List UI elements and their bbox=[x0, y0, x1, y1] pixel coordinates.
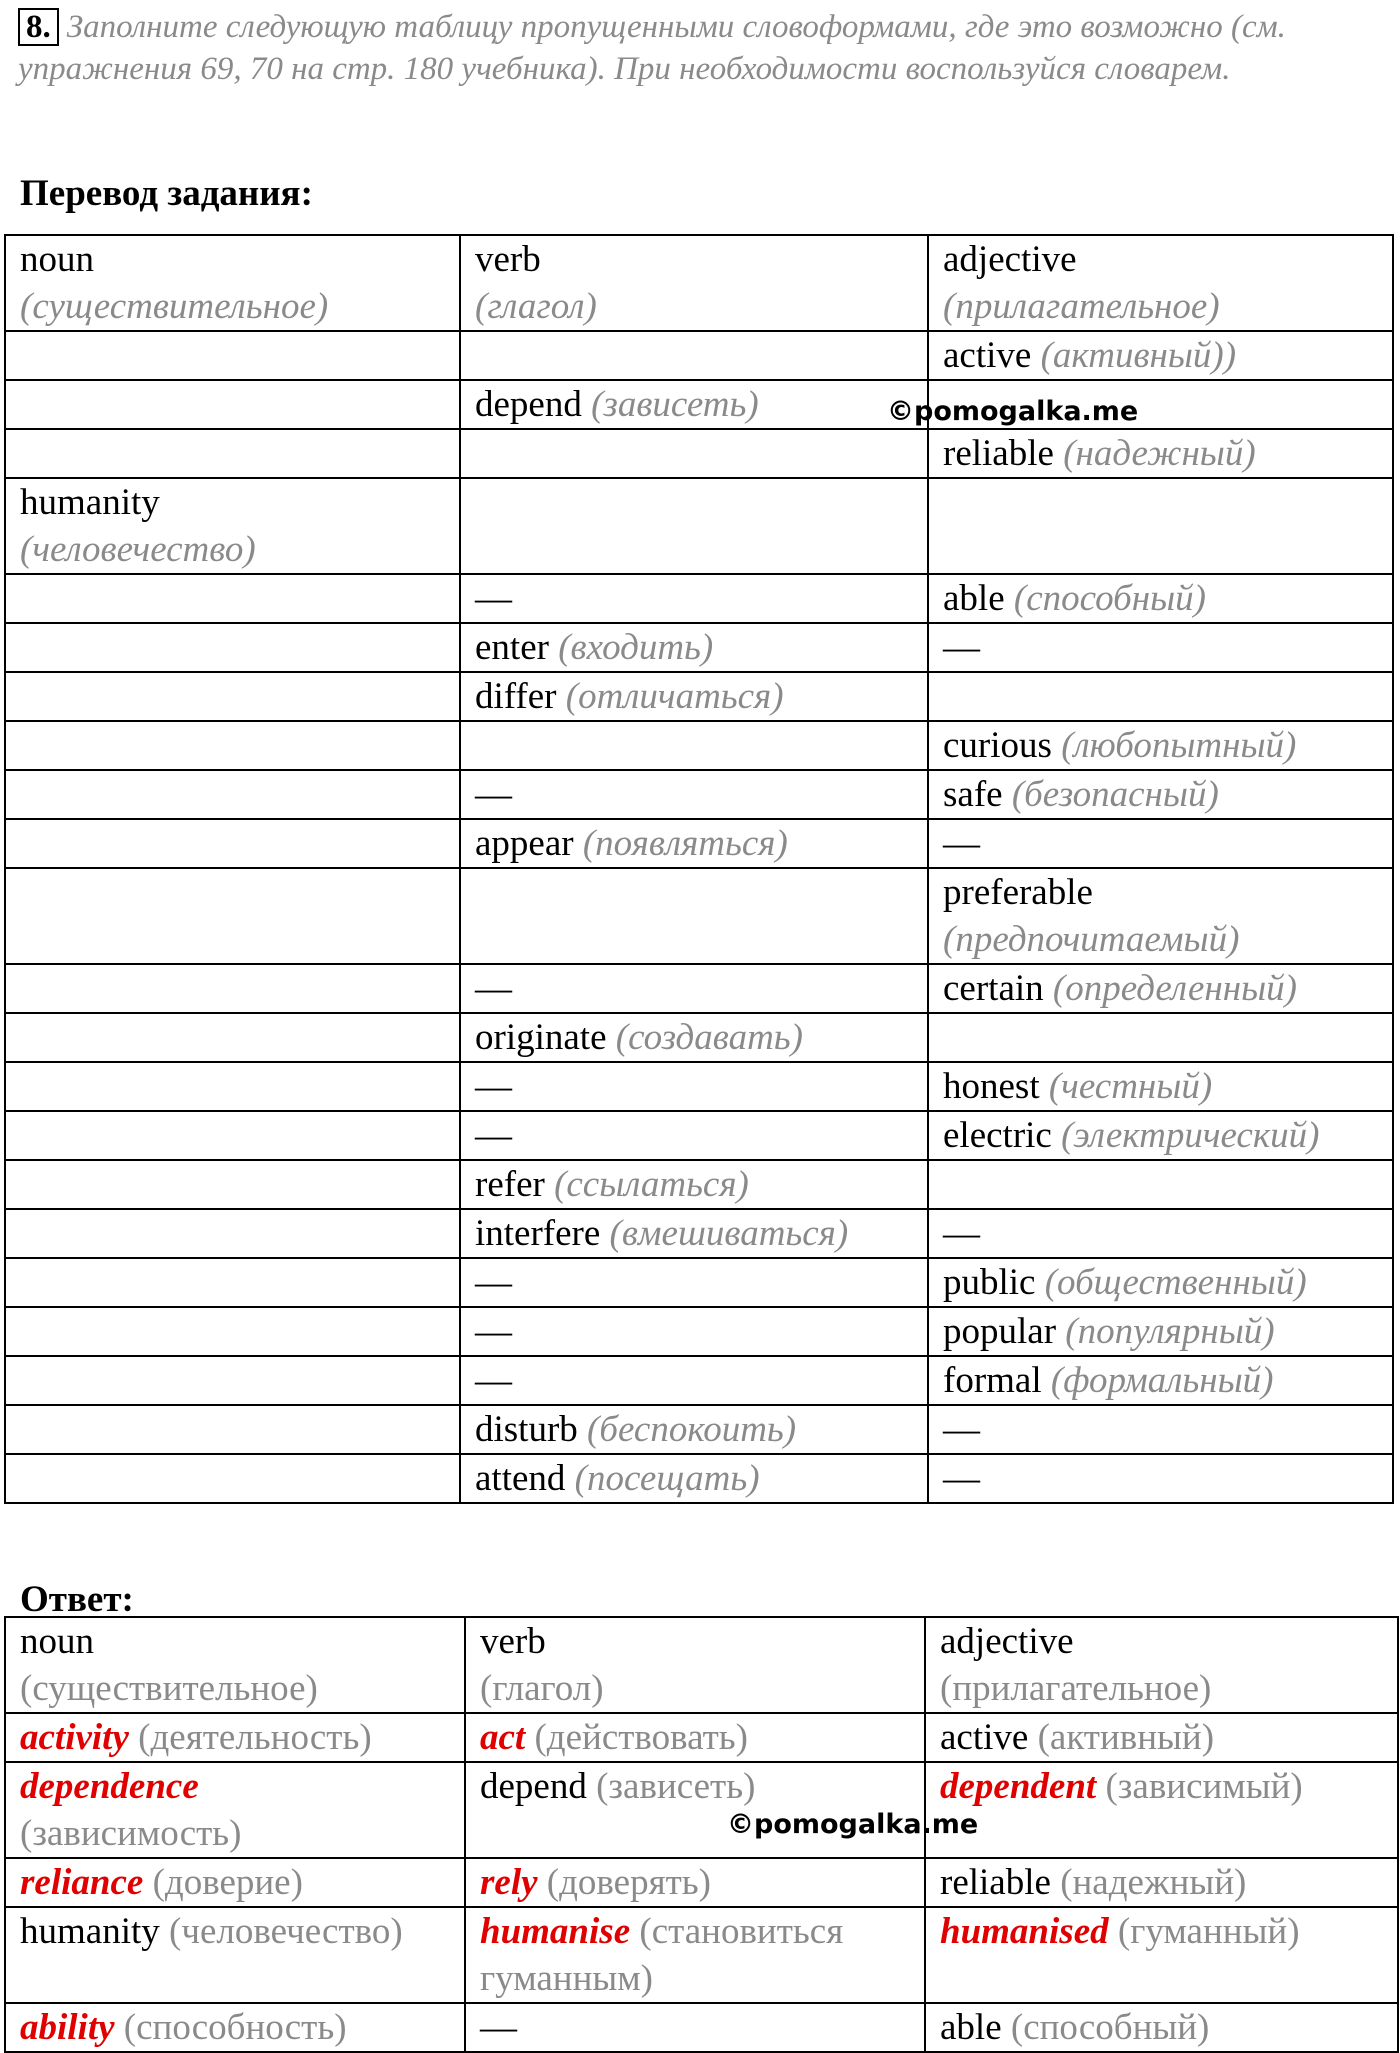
english-word: differ bbox=[475, 676, 557, 717]
table-row bbox=[5, 1160, 1393, 1209]
english-word: disturb bbox=[475, 1409, 578, 1450]
header-cell bbox=[465, 1617, 925, 1713]
watermark-answer: ©pomogalka.me bbox=[727, 1809, 979, 1840]
task-instruction bbox=[18, 6, 1388, 90]
table-cell bbox=[925, 1762, 1398, 1858]
dash-mark: — bbox=[475, 774, 512, 815]
table-cell bbox=[928, 1013, 1393, 1062]
table-cell bbox=[5, 1209, 460, 1258]
table-cell bbox=[465, 2003, 925, 2052]
table-cell bbox=[460, 819, 928, 868]
header-cell bbox=[928, 235, 1393, 331]
table-cell bbox=[928, 429, 1393, 478]
russian-translation: (честный) bbox=[1048, 1066, 1213, 1107]
table-cell bbox=[5, 1111, 460, 1160]
russian-translation: (становиться гуманным) bbox=[480, 1911, 844, 1999]
table-cell bbox=[928, 1160, 1393, 1209]
table-cell bbox=[5, 1907, 465, 2003]
table-cell bbox=[5, 623, 460, 672]
russian-translation: (зависеть) bbox=[596, 1766, 756, 1807]
table-row bbox=[5, 429, 1393, 478]
table-cell bbox=[5, 478, 460, 574]
russian-translation: (активный)) bbox=[1040, 335, 1237, 376]
table-cell bbox=[928, 478, 1393, 574]
dash-mark: — bbox=[475, 1360, 512, 1401]
dash-mark: — bbox=[943, 1213, 980, 1254]
table-cell bbox=[5, 1307, 460, 1356]
english-word: electric bbox=[943, 1115, 1052, 1156]
dash-mark: — bbox=[475, 1262, 512, 1303]
answer-word: humanise bbox=[480, 1911, 631, 1952]
table-row bbox=[5, 1111, 1393, 1160]
table-cell bbox=[928, 331, 1393, 380]
table-cell bbox=[460, 1454, 928, 1503]
russian-translation: (способность) bbox=[123, 2007, 347, 2048]
table-cell bbox=[460, 1160, 928, 1209]
table-cell bbox=[928, 1356, 1393, 1405]
table-cell bbox=[465, 1858, 925, 1907]
table-cell bbox=[5, 868, 460, 964]
table-cell bbox=[925, 2003, 1398, 2052]
russian-translation: (создавать) bbox=[615, 1017, 803, 1058]
task-text: Заполните следующую таблицу пропущенными словоформами, где это возможно (см. упражнения 69, 70 на стр. 180 учебника). При необходимости воспользуйся словарем. bbox=[18, 9, 1286, 87]
header-translation: (прилагательное) bbox=[943, 286, 1220, 327]
table-cell bbox=[460, 1062, 928, 1111]
table-row bbox=[5, 1858, 1398, 1907]
dash-mark: — bbox=[943, 627, 980, 668]
table-cell bbox=[460, 1013, 928, 1062]
english-word: originate bbox=[475, 1017, 607, 1058]
table-cell bbox=[5, 1858, 465, 1907]
table-cell bbox=[460, 1405, 928, 1454]
answer-table bbox=[4, 1616, 1399, 2053]
answer-word: reliance bbox=[20, 1862, 144, 1903]
table-row bbox=[5, 868, 1393, 964]
russian-translation: (надежный) bbox=[1063, 433, 1256, 474]
table-cell bbox=[928, 1307, 1393, 1356]
table-cell bbox=[5, 1762, 465, 1858]
header-label: adjective bbox=[943, 239, 1077, 280]
table-row bbox=[5, 380, 1393, 429]
table-row bbox=[5, 1307, 1393, 1356]
header-label: adjective bbox=[940, 1621, 1074, 1662]
russian-translation: (входить) bbox=[558, 627, 714, 668]
table-cell bbox=[465, 1713, 925, 1762]
table-cell bbox=[460, 1111, 928, 1160]
table-cell bbox=[460, 721, 928, 770]
table-cell bbox=[5, 1258, 460, 1307]
table-cell bbox=[5, 574, 460, 623]
table-cell bbox=[925, 1907, 1398, 2003]
table-cell bbox=[5, 429, 460, 478]
answer-title: Ответ: bbox=[20, 1579, 134, 1620]
table-cell bbox=[928, 1209, 1393, 1258]
header-label: noun bbox=[20, 239, 94, 280]
table-cell bbox=[928, 574, 1393, 623]
russian-translation: (определенный) bbox=[1052, 968, 1297, 1009]
table-row bbox=[5, 819, 1393, 868]
english-word: reliable bbox=[940, 1862, 1051, 1903]
table-cell bbox=[460, 672, 928, 721]
english-word: preferable bbox=[943, 872, 1093, 913]
table-cell bbox=[460, 1356, 928, 1405]
table-cell bbox=[5, 819, 460, 868]
translation-title: Перевод задания: bbox=[20, 173, 313, 214]
russian-translation: (отличаться) bbox=[565, 676, 784, 717]
table-cell bbox=[925, 1713, 1398, 1762]
table-cell bbox=[928, 1062, 1393, 1111]
table-cell bbox=[5, 380, 460, 429]
table-cell bbox=[5, 1713, 465, 1762]
table-cell bbox=[928, 1454, 1393, 1503]
task-table bbox=[4, 234, 1394, 1504]
table-cell bbox=[5, 964, 460, 1013]
header-translation: (существительное) bbox=[20, 1668, 318, 1709]
english-word: curious bbox=[943, 725, 1052, 766]
russian-translation: (способный) bbox=[1013, 578, 1206, 619]
header-row bbox=[5, 235, 1393, 331]
english-word: popular bbox=[943, 1311, 1057, 1352]
table-cell bbox=[460, 380, 928, 429]
english-word: interfere bbox=[475, 1213, 601, 1254]
table-cell bbox=[928, 1258, 1393, 1307]
table-cell bbox=[5, 1160, 460, 1209]
table-row bbox=[5, 2003, 1398, 2052]
russian-translation: (вмешиваться) bbox=[609, 1213, 849, 1254]
table-row bbox=[5, 1356, 1393, 1405]
russian-translation: (общественный) bbox=[1044, 1262, 1307, 1303]
russian-translation: (надежный) bbox=[1060, 1862, 1247, 1903]
table-cell bbox=[928, 1405, 1393, 1454]
answer-word: rely bbox=[480, 1862, 538, 1903]
dash-mark: — bbox=[943, 823, 980, 864]
header-label: noun bbox=[20, 1621, 94, 1662]
table-cell bbox=[928, 770, 1393, 819]
russian-translation: (любопытный) bbox=[1061, 725, 1297, 766]
table-cell bbox=[460, 1258, 928, 1307]
answer-word: activity bbox=[20, 1717, 129, 1758]
english-word: formal bbox=[943, 1360, 1042, 1401]
english-word: active bbox=[943, 335, 1032, 376]
english-word: reliable bbox=[943, 433, 1054, 474]
table-cell bbox=[460, 1209, 928, 1258]
table-row bbox=[5, 1013, 1393, 1062]
english-word: humanity bbox=[20, 1911, 160, 1952]
table-cell bbox=[928, 672, 1393, 721]
russian-translation: (электрический) bbox=[1061, 1115, 1320, 1156]
header-translation: (глагол) bbox=[475, 286, 597, 327]
table-cell bbox=[5, 1356, 460, 1405]
dash-mark: — bbox=[943, 1458, 980, 1499]
table-row bbox=[5, 478, 1393, 574]
english-word: certain bbox=[943, 968, 1044, 1009]
table-row bbox=[5, 574, 1393, 623]
watermark-top: ©pomogalka.me bbox=[887, 396, 1139, 427]
russian-translation: (доверять) bbox=[546, 1862, 711, 1903]
table-cell bbox=[5, 1013, 460, 1062]
table-row bbox=[5, 721, 1393, 770]
russian-translation: (ссылаться) bbox=[554, 1164, 749, 1205]
table-row bbox=[5, 964, 1393, 1013]
table-row bbox=[5, 770, 1393, 819]
table-cell bbox=[460, 429, 928, 478]
russian-translation: (действовать) bbox=[534, 1717, 748, 1758]
table-cell bbox=[5, 1062, 460, 1111]
russian-translation: (человечество) bbox=[20, 529, 256, 570]
header-cell bbox=[460, 235, 928, 331]
russian-translation: (зависимость) bbox=[20, 1813, 242, 1854]
table-cell bbox=[925, 1858, 1398, 1907]
russian-translation: (безопасный) bbox=[1011, 774, 1219, 815]
russian-translation: (активный) bbox=[1037, 1717, 1215, 1758]
dash-mark: — bbox=[480, 2007, 517, 2048]
table-cell bbox=[928, 721, 1393, 770]
table-cell bbox=[460, 623, 928, 672]
table-row bbox=[5, 623, 1393, 672]
answer-word: dependent bbox=[940, 1766, 1097, 1807]
english-word: attend bbox=[475, 1458, 566, 1499]
answer-word: ability bbox=[20, 2007, 115, 2048]
dash-mark: — bbox=[475, 1311, 512, 1352]
table-cell bbox=[5, 331, 460, 380]
table-row bbox=[5, 1405, 1393, 1454]
russian-translation: (формальный) bbox=[1050, 1360, 1274, 1401]
russian-translation: (беспокоить) bbox=[587, 1409, 797, 1450]
table-cell bbox=[460, 868, 928, 964]
english-word: public bbox=[943, 1262, 1036, 1303]
table-cell bbox=[5, 1454, 460, 1503]
header-translation: (прилагательное) bbox=[940, 1668, 1212, 1709]
header-cell bbox=[5, 235, 460, 331]
table-row bbox=[5, 1454, 1393, 1503]
russian-translation: (человечество) bbox=[169, 1911, 403, 1952]
table-row bbox=[5, 1713, 1398, 1762]
answer-word: dependence bbox=[20, 1766, 199, 1807]
dash-mark: — bbox=[475, 1115, 512, 1156]
english-word: humanity bbox=[20, 482, 160, 523]
task-number: 8. bbox=[18, 8, 59, 46]
english-word: depend bbox=[475, 384, 582, 425]
table-cell bbox=[5, 721, 460, 770]
table-cell bbox=[928, 868, 1393, 964]
header-translation: (существительное) bbox=[20, 286, 329, 327]
dash-mark: — bbox=[475, 1066, 512, 1107]
table-cell bbox=[460, 331, 928, 380]
english-word: enter bbox=[475, 627, 549, 668]
english-word: depend bbox=[480, 1766, 587, 1807]
english-word: refer bbox=[475, 1164, 545, 1205]
dash-mark: — bbox=[475, 578, 512, 619]
table-cell bbox=[5, 672, 460, 721]
answer-word: humanised bbox=[940, 1911, 1109, 1952]
russian-translation: (популярный) bbox=[1065, 1311, 1275, 1352]
english-word: appear bbox=[475, 823, 574, 864]
english-word: safe bbox=[943, 774, 1003, 815]
russian-translation: (способный) bbox=[1010, 2007, 1210, 2048]
header-cell bbox=[5, 1617, 465, 1713]
table-row bbox=[5, 331, 1393, 380]
table-row bbox=[5, 1762, 1398, 1858]
table-row bbox=[5, 672, 1393, 721]
table-row bbox=[5, 1907, 1398, 2003]
russian-translation: (зависимый) bbox=[1105, 1766, 1303, 1807]
russian-translation: (зависеть) bbox=[591, 384, 759, 425]
russian-translation: (доверие) bbox=[152, 1862, 303, 1903]
english-word: honest bbox=[943, 1066, 1040, 1107]
russian-translation: (гуманный) bbox=[1117, 1911, 1300, 1952]
table-cell bbox=[460, 770, 928, 819]
table-cell bbox=[460, 574, 928, 623]
header-label: verb bbox=[480, 1621, 546, 1662]
table-row bbox=[5, 1062, 1393, 1111]
table-row bbox=[5, 1258, 1393, 1307]
russian-translation: (деятельность) bbox=[138, 1717, 372, 1758]
russian-translation: (появляться) bbox=[582, 823, 788, 864]
header-label: verb bbox=[475, 239, 541, 280]
header-cell bbox=[925, 1617, 1398, 1713]
russian-translation: (посещать) bbox=[574, 1458, 760, 1499]
table-cell bbox=[928, 819, 1393, 868]
english-word: active bbox=[940, 1717, 1029, 1758]
table-cell bbox=[5, 2003, 465, 2052]
table-cell bbox=[928, 964, 1393, 1013]
table-cell bbox=[465, 1907, 925, 2003]
russian-translation: (предпочитаемый) bbox=[943, 919, 1240, 960]
table-cell bbox=[460, 478, 928, 574]
table-cell bbox=[460, 1307, 928, 1356]
header-row bbox=[5, 1617, 1398, 1713]
dash-mark: — bbox=[475, 968, 512, 1009]
dash-mark: — bbox=[943, 1409, 980, 1450]
header-translation: (глагол) bbox=[480, 1668, 604, 1709]
table-cell bbox=[928, 623, 1393, 672]
english-word: able bbox=[940, 2007, 1002, 2048]
table-cell bbox=[5, 770, 460, 819]
table-cell bbox=[928, 1111, 1393, 1160]
table-row bbox=[5, 1209, 1393, 1258]
table-cell bbox=[460, 964, 928, 1013]
table-cell bbox=[5, 1405, 460, 1454]
english-word: able bbox=[943, 578, 1005, 619]
answer-word: act bbox=[480, 1717, 526, 1758]
